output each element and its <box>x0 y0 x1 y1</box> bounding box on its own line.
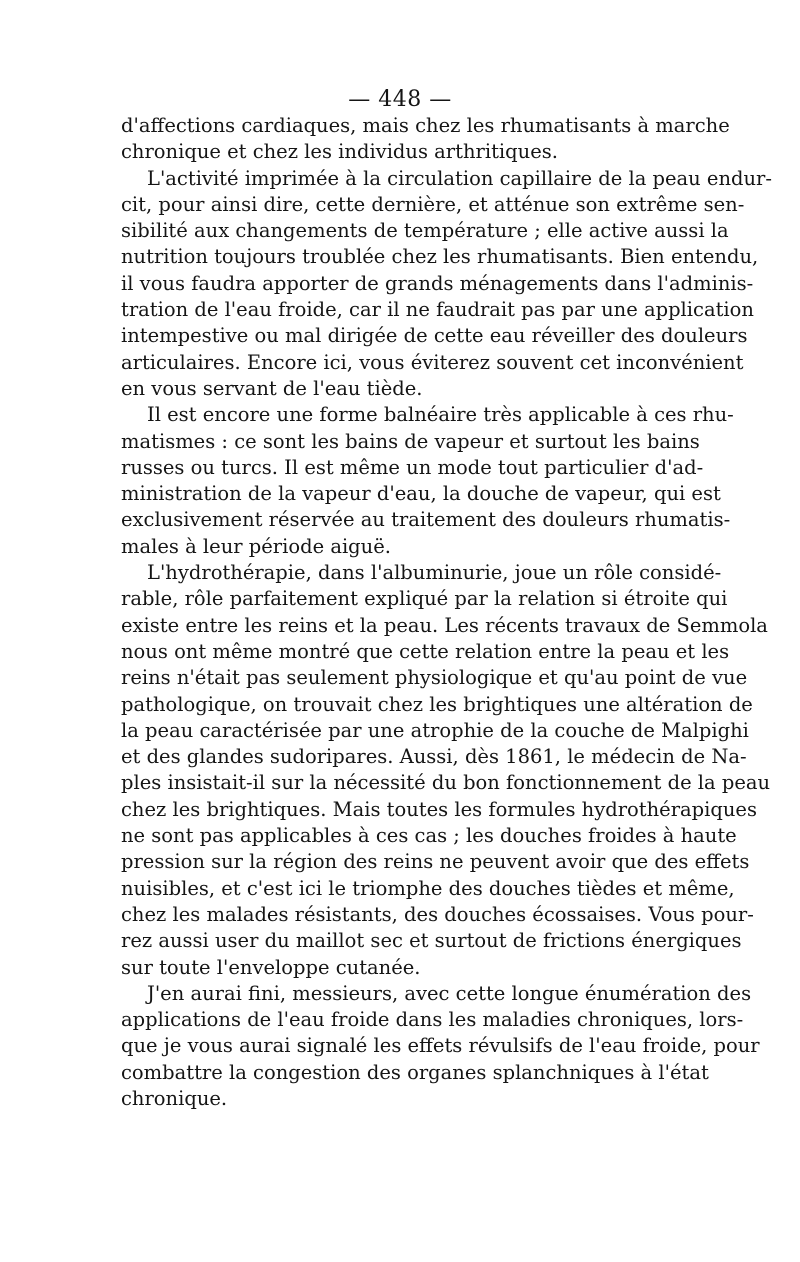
text-line: tration de l'eau froide, car il ne faudrait pas par une application <box>121 298 754 322</box>
text-line: en vous servant de l'eau tiède. <box>121 376 423 400</box>
text-line: articulaires. Encore ici, vous éviterez souvent cet inconvénient <box>121 350 744 374</box>
text-line: males à leur période aiguë. <box>121 534 391 558</box>
text-line: chez les brightiques. Mais toutes les formules hydrothérapiques <box>121 797 757 821</box>
text-line: L'hydrothérapie, dans l'albuminurie, joue un rôle considé- <box>147 561 722 585</box>
body-text <box>121 113 772 1112</box>
text-line: pression sur la région des reins ne peuvent avoir que des effets <box>121 850 750 874</box>
paragraph-1 <box>121 113 730 166</box>
text-line: sur toute l'enveloppe cutanée. <box>121 955 421 979</box>
text-line: pathologique, on trouvait chez les brightiques une altération de <box>121 692 753 716</box>
text-line: Il est encore une forme balnéaire très applicable à ces rhu- <box>147 403 734 427</box>
text-line: rez aussi user du maillot sec et surtout de frictions énergiques <box>121 929 742 953</box>
text-line: matismes : ce sont les bains de vapeur et surtout les bains <box>121 429 700 453</box>
paragraph-3 <box>121 402 734 560</box>
paragraph-5 <box>121 981 760 1112</box>
paragraph-2 <box>121 166 772 403</box>
text-line: nous ont même montré que cette relation entre la peau et les <box>121 639 730 663</box>
text-line: que je vous aurai signalé les effets révulsifs de l'eau froide, pour <box>121 1034 760 1058</box>
text-line: intempestive ou mal dirigée de cette eau réveiller des douleurs <box>121 324 748 348</box>
text-line: russes ou turcs. Il est même un mode tout particulier d'ad- <box>121 455 704 479</box>
text-line: applications de l'eau froide dans les maladies chroniques, lors- <box>121 1008 744 1032</box>
text-line: rable, rôle parfaitement expliqué par la relation si étroite qui <box>121 587 728 611</box>
text-line: ples insistait-il sur la nécessité du bon fonctionnement de la peau <box>121 771 771 795</box>
text-line: nutrition toujours troublée chez les rhumatisants. Bien entendu, <box>121 245 759 269</box>
text-line: chronique et chez les individus arthritiques. <box>121 140 558 164</box>
text-line: combattre la congestion des organes splanchniques à l'état <box>121 1060 709 1084</box>
text-line: nuisibles, et c'est ici le triomphe des douches tièdes et même, <box>121 876 735 900</box>
page-number: — 448 — <box>348 87 452 112</box>
text-line: exclusivement réservée au traitement des douleurs rhumatis- <box>121 508 731 532</box>
text-line: J'en aurai fini, messieurs, avec cette longue énumération des <box>147 981 752 1005</box>
text-line: il vous faudra apporter de grands ménagements dans l'adminis- <box>121 271 754 295</box>
text-line: et des glandes sudoripares. Aussi, dès 1861, le médecin de Na- <box>121 745 747 769</box>
text-line: L'activité imprimée à la circulation capillaire de la peau endur- <box>147 166 772 190</box>
text-line: d'affections cardiaques, mais chez les rhumatisants à marche <box>121 114 730 137</box>
text-line: chez les malades résistants, des douches écossaises. Vous pour- <box>121 902 754 926</box>
text-line: ministration de la vapeur d'eau, la douche de vapeur, qui est <box>121 482 721 506</box>
text-line: chronique. <box>121 1086 228 1110</box>
paragraph-4 <box>121 560 771 981</box>
text-line: ne sont pas applicables à ces cas ; les douches froides à haute <box>121 824 737 848</box>
text-line: sibilité aux changements de température ; elle active aussi la <box>121 219 729 243</box>
text-line: existe entre les reins et la peau. Les récents travaux de Semmola <box>121 613 768 637</box>
text-line: cit, pour ainsi dire, cette dernière, et atténue son extrême sen- <box>121 192 745 216</box>
text-line: la peau caractérisée par une atrophie de la couche de Malpighi <box>121 718 749 742</box>
text-line: reins n'était pas seulement physiologique et qu'au point de vue <box>121 666 748 690</box>
